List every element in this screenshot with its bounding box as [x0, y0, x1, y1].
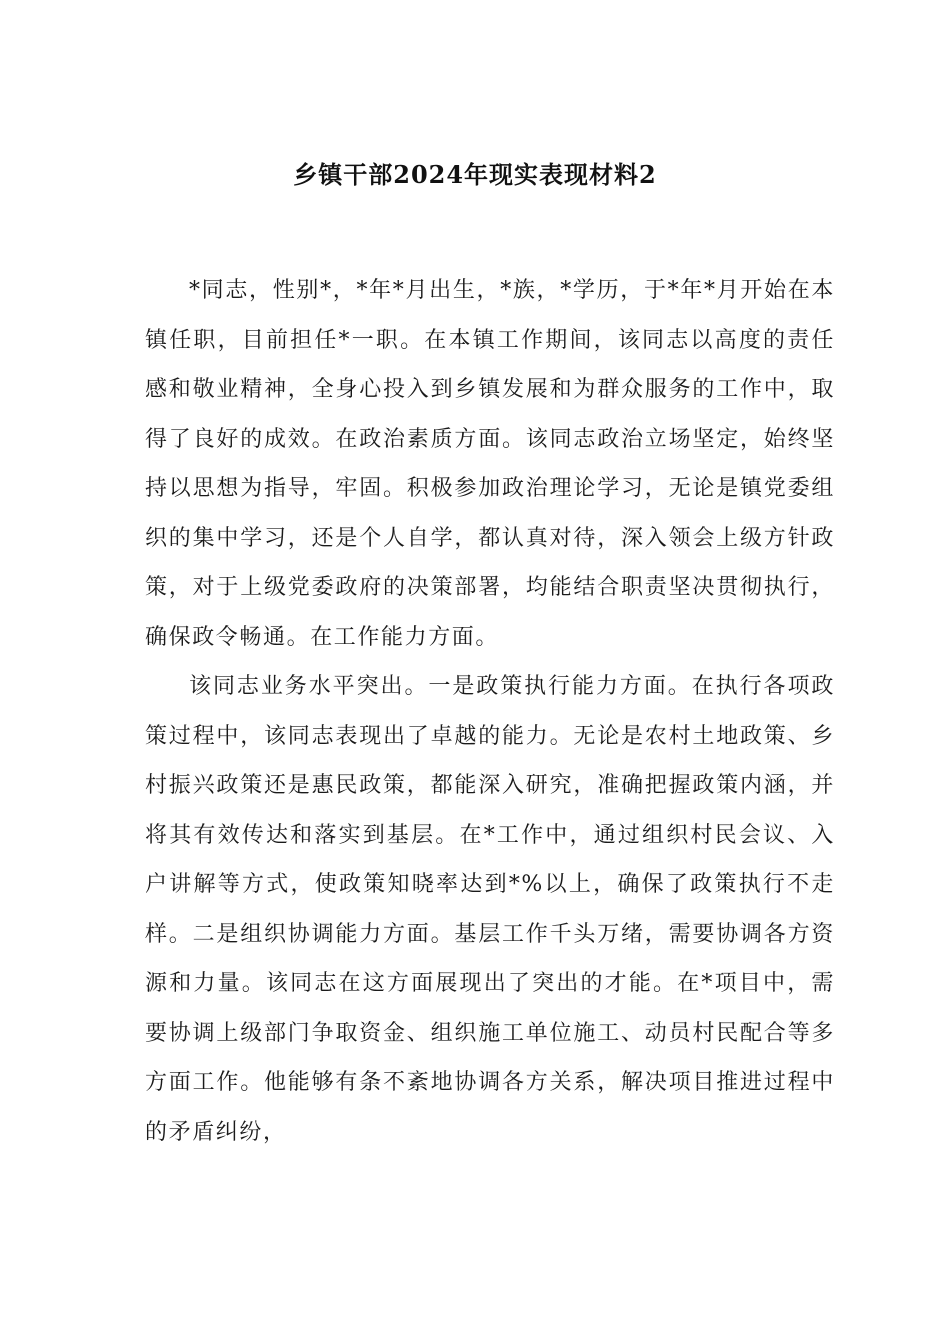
document-body — [145, 266, 835, 1157]
document-title: 乡镇干部2024年现实表现材料2 — [293, 160, 657, 189]
paragraph-1: *同志，性别*，*年*月出生，*族，*学历，于*年*月开始在本镇任职，目前担任*一职。在本镇工作期间，该同志以高度的责任感和敬业精神，全身心投入到乡镇发展和为群众服务的工作中，取得了良好的成效。在政治素质方面。该同志政治立场坚定，始终坚持以思想为指导，牢固。积极参加政治理论学习，无论是镇党委组织的集中学习，还是个人自学，都认真对待，深入领会上级方针政策，对于上级党委政府的决策部署，均能结合职责坚决贯彻执行，确保政令畅通。在工作能力方面。 — [145, 278, 835, 650]
paragraph-2: 该同志业务水平突出。一是政策执行能力方面。在执行各项政策过程中，该同志表现出了卓越的能力。无论是农村土地政策、乡村振兴政策还是惠民政策，都能深入研究，准确把握政策内涵，并将其有效传达和落实到基层。在*工作中，通过组织村民会议、入户讲解等方式，使政策知晓率达到*%以上，确保了政策执行不走样。二是组织协调能力方面。基层工作千头万绪，需要协调各方资源和力量。该同志在这方面展现出了突出的才能。在*项目中，需要协调上级部门争取资金、组织施工单位施工、动员村民配合等多方面工作。他能够有条不紊地协调各方关系，解决项目推进过程中的矛盾纠纷， — [145, 674, 835, 1145]
